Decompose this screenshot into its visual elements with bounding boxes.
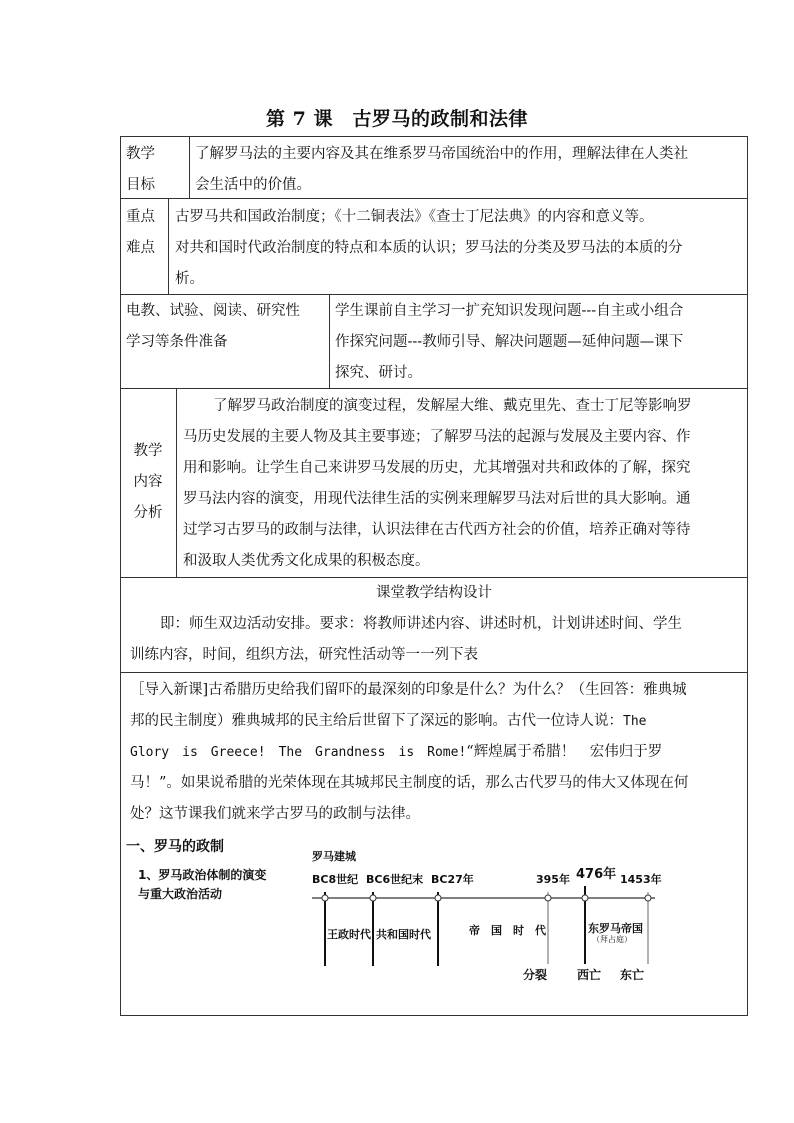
analysis-text: 了解罗马政治制度的演变过程，发解屋大维、戴克里先、查士丁尼等影响罗 马历史发展的主要人物及其主要事迹；了解罗马法的起源与发展及主要内容、作 用和影响。让学生自己来讲罗马发展的历史，尤其增强对共和政体的了解，探究 罗马法内容的演变，用现代法律生活的实例来理解罗马法对后世的具大影响。通 过学习古罗马的政制与法律，认识法律在古代西方社会的价值，培养正确对等待 和汲取人类优秀文化成果的积极态度。 xyxy=(183,398,692,569)
col-divider xyxy=(329,294,330,388)
timeline-founding-label: 罗马建城 xyxy=(312,850,356,863)
dot-395 xyxy=(545,895,551,901)
analysis-label: 教学 内容 分析 xyxy=(133,443,163,521)
period-label: 共和国时代 xyxy=(376,928,431,941)
timeline-date: BC27年 xyxy=(431,873,474,886)
period-label: 王政时代 xyxy=(327,928,371,941)
timeline-date: BC6世纪末 xyxy=(366,873,424,886)
event-label: 东亡 xyxy=(620,968,645,982)
dot-bc8 xyxy=(322,895,328,901)
timeline-date: 1453年 xyxy=(620,873,662,886)
event-label: 西亡 xyxy=(577,968,602,982)
dot-bc27 xyxy=(435,895,441,901)
roman-timeline xyxy=(300,840,680,990)
prep-text: 学生课前自主学习一扩充知识发现问题---自主或小组合 作探究问题---教师引导、解决问题题—延伸问题—课下 探究、研讨。 xyxy=(335,303,684,381)
key-label: 重点 难点 xyxy=(126,209,155,256)
period-label: 帝 国 时 代 xyxy=(469,924,546,937)
period-note: （拜占庭） xyxy=(592,935,632,944)
dot-476 xyxy=(582,895,588,901)
timeline-date: BC8世纪 xyxy=(312,873,359,886)
col-divider xyxy=(168,198,169,294)
design-text: 即：师生双边活动安排。要求：将教师讲述内容、讲述时机，计划讲述时间、学生 训练内容，时间，组织方法，研究性活动等一一列下表 xyxy=(130,616,682,663)
dot-1453 xyxy=(645,895,651,901)
prep-label: 电教、试验、阅读、研究性 学习等条件准备 xyxy=(126,303,300,350)
event-label: 分裂 xyxy=(523,968,548,982)
section-heading: 一、罗马的政制 xyxy=(126,839,224,855)
period-label: 东罗马帝国 xyxy=(588,922,643,935)
key-text: 古罗马共和国政治制度；《十二铜表法》《查士丁尼法典》的内容和意义等。 对共和国时代政治制度的特点和本质的认识；罗马法的分类及罗马法的本质的分 析。 xyxy=(175,209,683,287)
goal-text: 了解罗马法的主要内容及其在维系罗马帝国统治中的作用，理解法律在人类社 会生活中的价值。 xyxy=(195,146,688,193)
page-title: 第 7 课 古罗马的政制和法律 xyxy=(266,108,528,130)
col-divider xyxy=(176,388,177,577)
col-divider xyxy=(189,136,190,198)
timeline-date-highlight: 476年 xyxy=(576,867,617,882)
dot-bc6 xyxy=(370,895,376,901)
timeline-date: 395年 xyxy=(536,873,570,886)
subsection-heading: 1、罗马政治体制的演变 与重大政治活动 xyxy=(138,868,267,901)
goal-label: 教学 目标 xyxy=(126,146,155,193)
design-heading: 课堂教学结构设计 xyxy=(376,585,492,601)
row-divider xyxy=(120,672,748,673)
intro-text: ［导入新课]古希腊历史给我们留吓的最深刻的印象是什么？为什么？（生回答：雅典城 邦的民主制度）雅典城邦的民主给后世留下了深远的影响。古代一位诗人说：The Glory is Greece! The Grandness is Rome!“辉煌属于希腊！ 宏伟归于罗 马！”。如果说希腊的光荣体现在其城邦民主制度的话，那么古代罗马的伟大又体现在何 处？这节课我们就来学古罗马的政制与法律。 xyxy=(130,682,689,822)
